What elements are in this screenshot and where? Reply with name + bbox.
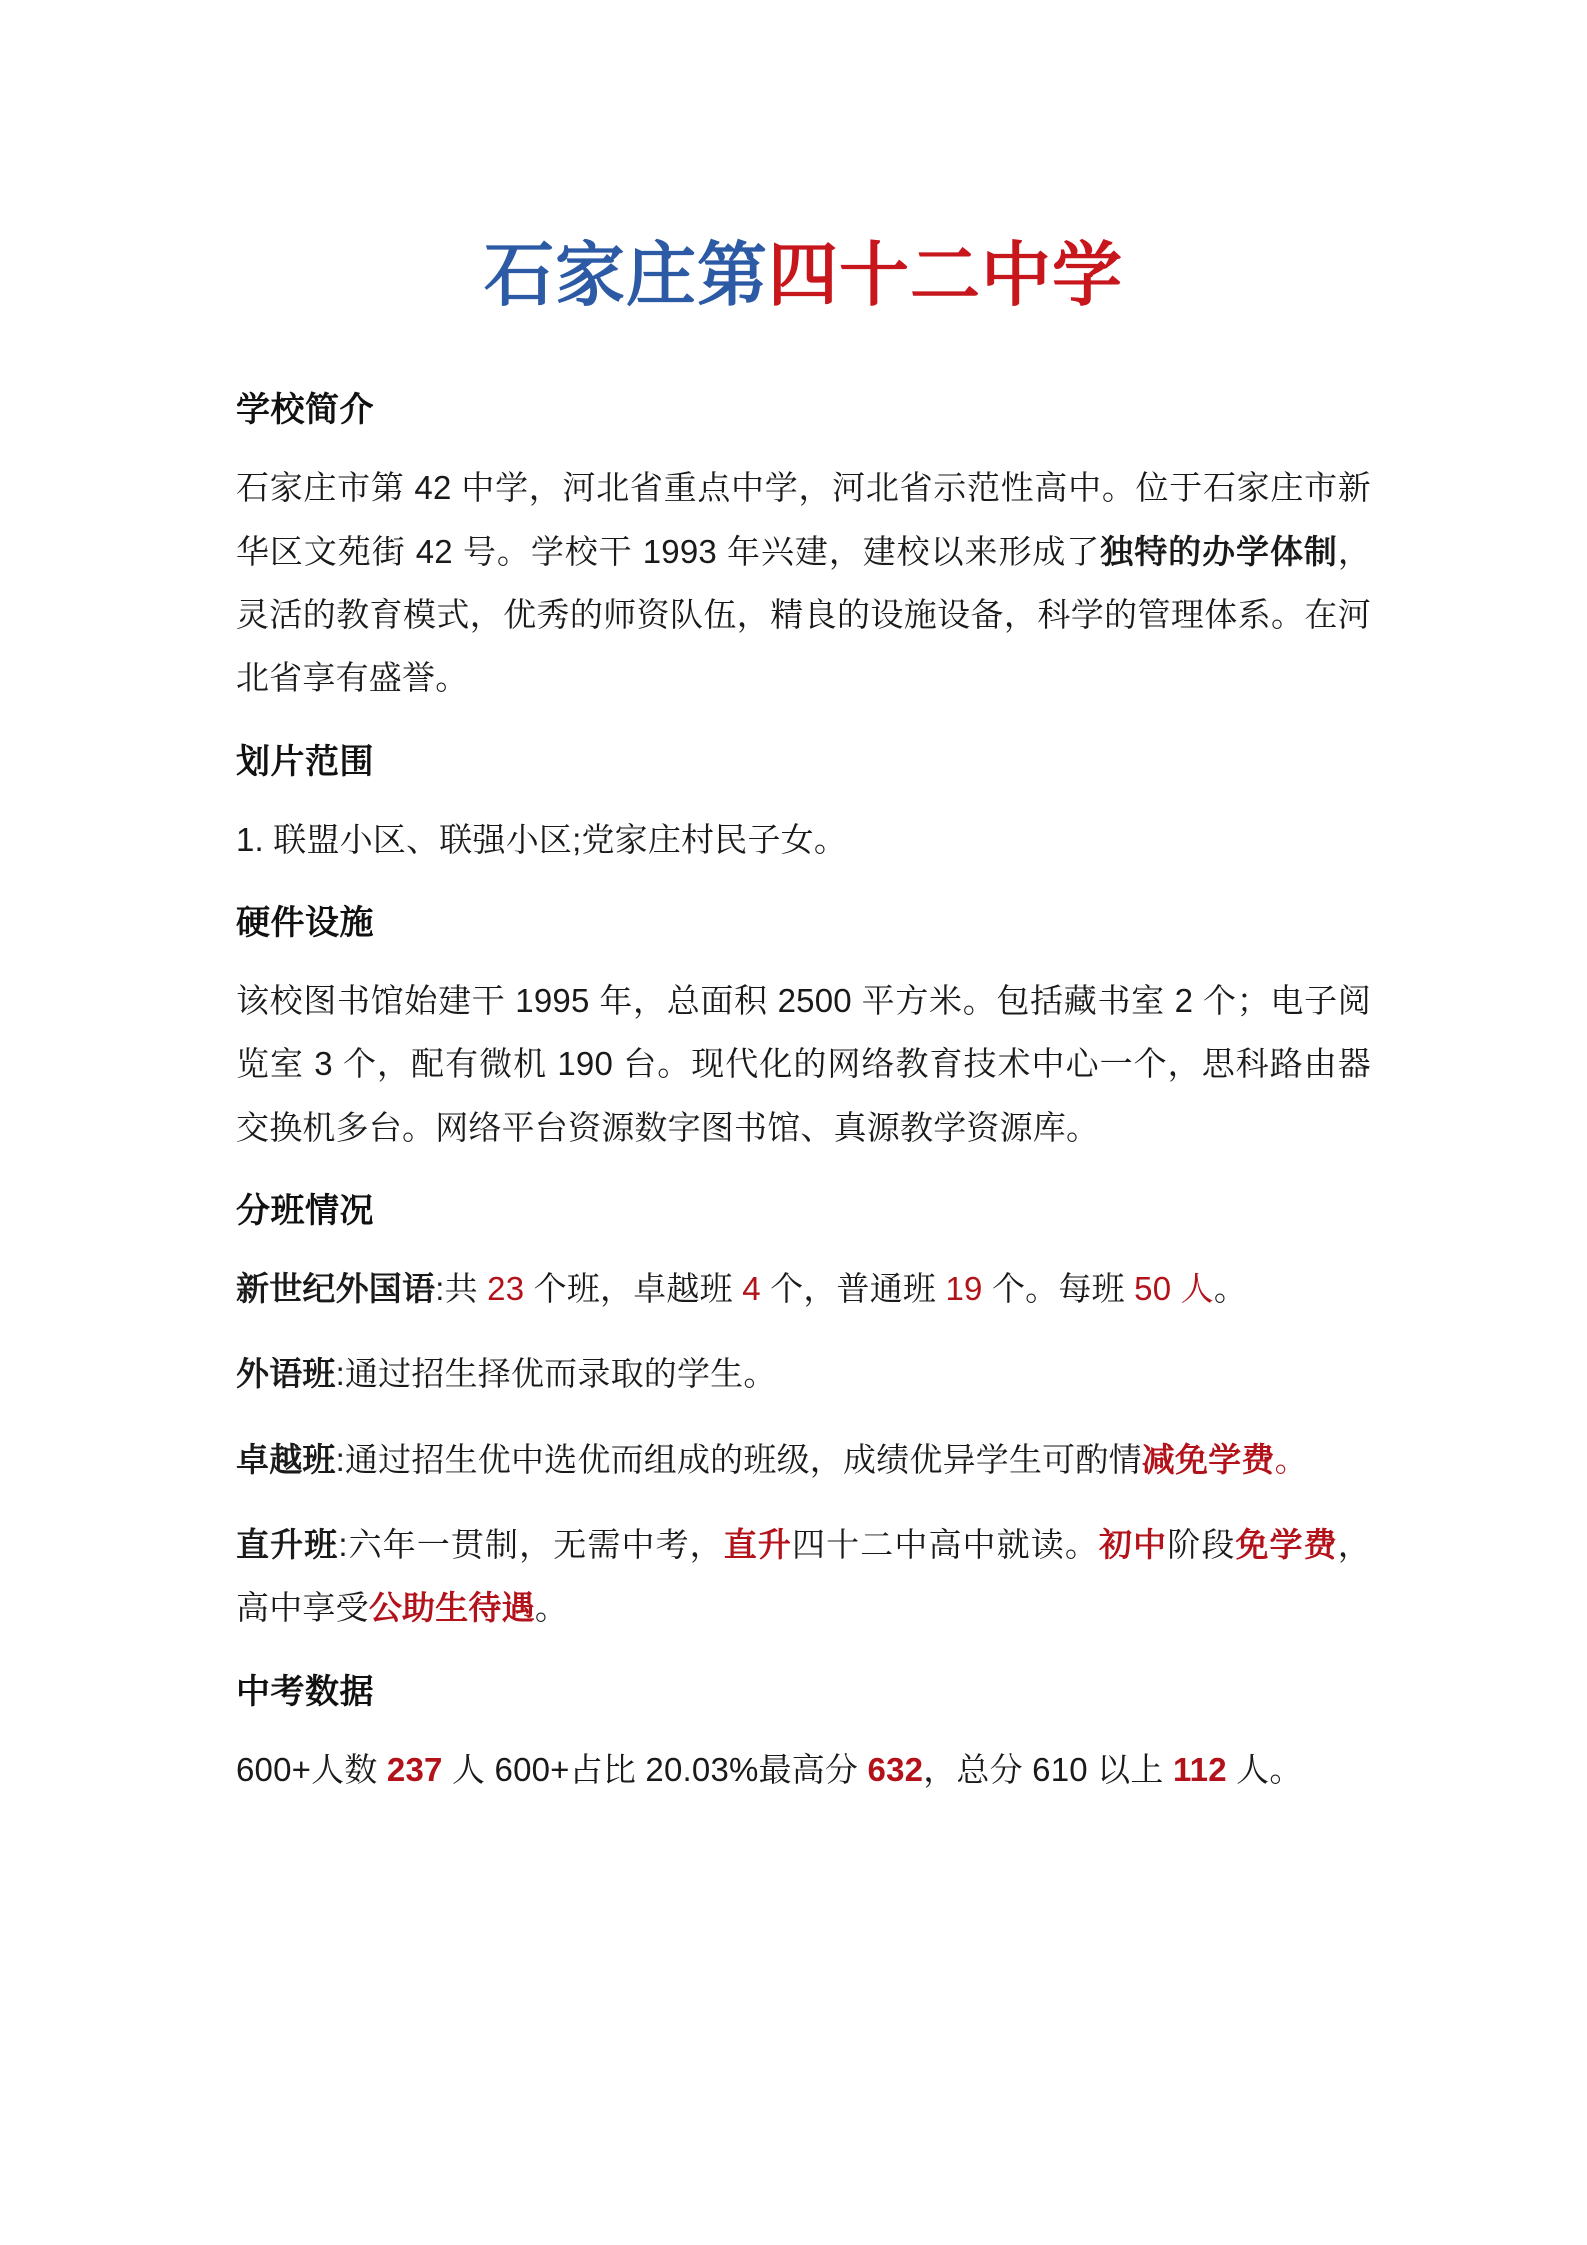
class-text-4: 个。每班 [982,1269,1135,1307]
facilities-line-2: 电子阅览室 3 个，配有微机 190 台。现代化的网络教育技术中心一个， [236,981,1371,1083]
class-text-1: :共 [435,1269,488,1307]
spacer [236,1491,1371,1513]
exam-text-1: 600+人数 [236,1750,387,1788]
intro-line-1: 石家庄市第 42 中学，河北省重点中学，河北省示范性高中。位于石 [236,469,1237,507]
spacer [236,314,1371,388]
class-value-total-classes: 23 [487,1269,525,1307]
class-text-5: 。 [534,1589,569,1627]
spacer [236,1235,1371,1257]
class-row-language-class [236,1342,1371,1405]
class-text-5: 。 [1213,1269,1248,1307]
class-text-2: 个班，卓越班 [524,1269,743,1307]
class-text-4: ，高中享受 [236,1525,1371,1627]
page-title-blue-part: 石家庄第 [484,236,768,314]
class-highlight-free-tuition: 免学费 [1235,1525,1338,1563]
class-highlight-direct-promotion: 直升 [723,1525,793,1563]
class-text-1: :通过招生择优而录取的学生。 [335,1355,777,1393]
class-row-direct-class [236,1513,1371,1640]
exam-value-top-score: 632 [867,1750,924,1788]
exam-text-2: 人 600+占比 20.03%最高分 [442,1750,868,1788]
class-highlight-tuition: 学费 [1208,1440,1275,1478]
class-row-excellence-class [236,1428,1371,1491]
spacer [236,786,1371,808]
exam-data-paragraph [236,1738,1371,1801]
spacer [236,1716,1371,1738]
class-highlight-fee-reduction: 减免 [1141,1440,1209,1478]
class-text-3: 阶段 [1167,1525,1236,1563]
facilities-line-3: 思科路由器交换机多台。网络平台资源数字图书馆、真源教学资源库。 [236,1045,1371,1146]
spacer [236,1406,1371,1428]
spacer [236,871,1371,901]
class-label-language-class: 外语班 [236,1355,336,1393]
spacer [236,947,1371,969]
section-heading-classes: 分班情况 [236,1191,374,1230]
exam-text-4: 人。 [1226,1750,1303,1788]
section-heading-district: 划片范围 [236,742,374,781]
intro-line-2a: 家庄市新华区文苑街 42 号。学校干 1993 年兴建，建校以来形成了 [236,469,1371,570]
spacer [236,1320,1371,1342]
facilities-paragraph [236,969,1371,1159]
district-line-1: 1. 联盟小区、联强小区;党家庄村民子女。 [236,820,848,858]
class-text-3: 个，普通班 [760,1269,946,1307]
district-paragraph [236,808,1371,871]
intro-line-4: 科学的管理体系。在河北省享有盛誉。 [236,596,1371,697]
class-highlight-junior-high: 初中 [1099,1525,1168,1563]
intro-line-2b-bold: 独 [1100,532,1135,570]
class-label-excellence-class: 卓越班 [236,1440,336,1478]
exam-value-above-610-count: 112 [1172,1750,1227,1788]
spacer [236,1640,1371,1670]
facilities-line-1: 该校图书馆始建干 1995 年，总面积 2500 平方米。包括藏书室 2 个； [236,981,1270,1019]
class-label-direct-class: 直升班 [236,1525,339,1563]
class-value-excellence-count: 4 [742,1269,761,1307]
section-heading-facilities: 硬件设施 [236,903,374,942]
class-text-2: 四十二中高中就读。 [792,1525,1099,1563]
class-value-per-class-size: 50 人 [1134,1269,1214,1307]
class-highlight-subsidized-status: 公助生待遇 [368,1589,535,1627]
spacer [236,434,1371,456]
spacer [236,1159,1371,1189]
class-row-foreign-language [236,1257,1371,1320]
exam-text-3: ，总分 610 以上 [923,1750,1173,1788]
spacer [236,710,1371,740]
page-title [236,0,1371,314]
class-label-foreign-language: 新世纪外国语 [236,1269,436,1307]
class-text-1: :通过招生优中选优而组成的班级，成绩优异学生可酌情 [335,1440,1142,1478]
page-title-red-part: 四十二中学 [768,236,1123,314]
class-value-regular-count: 19 [945,1269,983,1307]
class-text-1: :六年一贯制，无需中考， [338,1525,724,1563]
section-heading-intro: 学校简介 [236,391,374,430]
intro-paragraph [236,456,1371,709]
intro-line-3a-bold: 特的办学体制 [1134,532,1338,570]
intro-line-3b: ，灵活的教育模式，优秀的师资队伍，精良的设施设备， [236,532,1372,633]
exam-value-600-plus-count: 237 [386,1750,443,1788]
section-heading-exam-data: 中考数据 [236,1672,374,1711]
class-text-2: 。 [1274,1440,1308,1478]
